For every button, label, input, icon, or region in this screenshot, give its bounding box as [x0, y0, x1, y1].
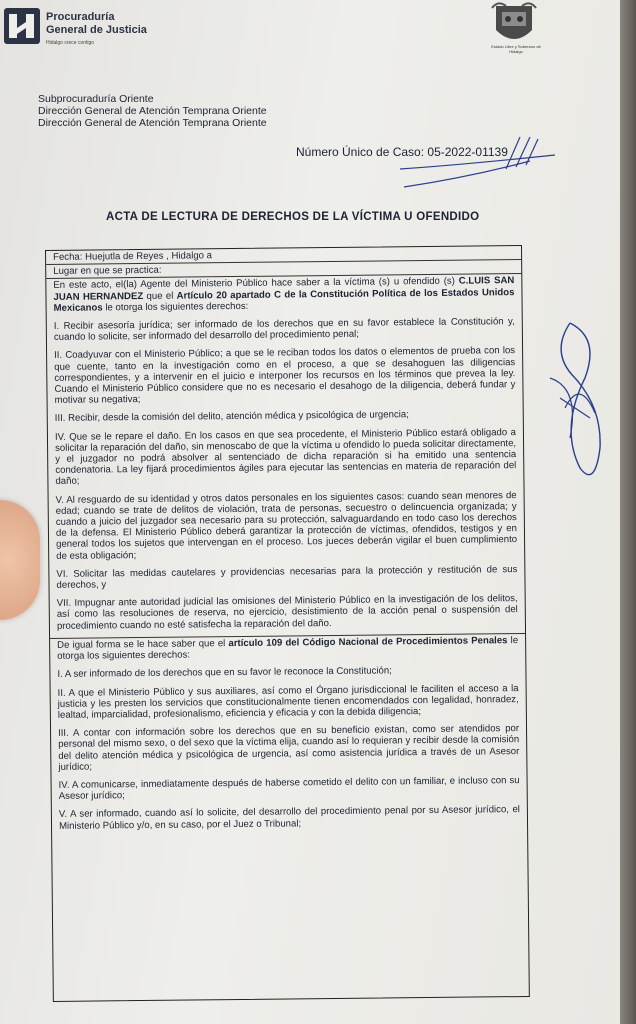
- lugar-label: Lugar en que se practica:: [53, 264, 162, 278]
- pgj-logo-mark: [4, 8, 40, 44]
- org-slogan: Hidalgo crece contigo: [46, 40, 95, 46]
- pgj-logo: [4, 8, 40, 44]
- cnpp-intro: De igual forma se le hace saber que el artículo 109 del Código Nacional de Procedimientos Penales le otorga los siguientes derechos:: [57, 634, 519, 662]
- background-surface: [620, 0, 636, 1024]
- constitution-rights-section: [46, 274, 525, 638]
- address-block: [38, 93, 267, 129]
- cnpp-right-item: III. A contar con información sobre los derechos que en su beneficio existan, como ser atendidos por personal del mismo sexo, o del sexo que la víctima elija, cuando así lo requieran y recibir desde la comisión del delito atención médica y psicológica de urgencia, así como asistencia jurídica a través de un Asesor jurídico;: [58, 723, 520, 773]
- cnpp-rights-section: [50, 634, 527, 840]
- finger-in-photo: [0, 500, 40, 620]
- handwritten-signature: [540, 318, 610, 488]
- cnpp-right-item: IV. A comunicarse, inmediatamente después de haberse cometido el delito con un familiar, e incluso con su Asesor jurídico;: [58, 774, 520, 803]
- address-line-3: Dirección General de Atención Temprana Oriente: [38, 117, 267, 129]
- intro-paragraph: En este acto, el(la) Agente del Ministerio Público hace saber a la víctima (s) u ofendido (s) C.LUIS SAN JUAN HERNANDEZ que el Artículo 20 apartado C de la Constitución Política de los Estados Unidos Mexicanos le otorga los siguientes derechos:: [53, 275, 515, 314]
- handwritten-scribble: [380, 135, 560, 195]
- state-seal-icon: [488, 0, 540, 50]
- right-item: I. Recibir asesoría jurídica; ser informado de los derechos que en su favor establece la Constitución y, cuando lo solicite, ser informado del desarrollo del procedimiento penal;: [53, 316, 515, 344]
- fecha-label: Fecha: Huejutla de Reyes , Hidalgo a: [53, 250, 213, 263]
- seal-caption: Estado Libre y Soberano de Hidalgo: [491, 44, 541, 54]
- constitution-article: Artículo 20 apartado C de la Constitución Política de los Estados Unidos Mexicanos: [53, 286, 515, 314]
- org-line-1: Procuraduría: [46, 11, 115, 23]
- right-item: III. Recibir, desde la comisión del delito, atención médica y psicológica de urgencia;: [54, 409, 409, 425]
- cnpp-article: artículo 109 del Código Nacional de Procedimientos Penales: [228, 635, 508, 649]
- cnpp-right-item: V. A ser informado, cuando así lo solicite, del desarrollo del procedimiento penal por su Asesor jurídico, el Ministerio Público y/o, en su caso, por el Juez o Tribunal;: [58, 804, 520, 832]
- right-item: VI. Solicitar las medidas cautelares y providencias necesarias para la protección y restitución de sus derechos, y: [56, 563, 518, 591]
- address-line-2: Dirección General de Atención Temprana Oriente: [38, 105, 267, 117]
- cnpp-right-item: I. A ser informado de los derechos que en su favor le reconoce la Constitución;: [57, 665, 392, 681]
- victim-name: C.LUIS SAN JUAN HERNANDEZ: [53, 275, 515, 303]
- document-title: ACTA DE LECTURA DE DERECHOS DE LA VÍCTIMA U OFENDIDO: [106, 211, 480, 223]
- right-item: V. Al resguardo de su identidad y otros datos personales en los siguientes casos: cuando sean menores de edad; cuando se trate de delitos de violación, trata de personas, secuestro o delincuencia organizada; y cuando a juicio del juzgador sea necesario para su protección, salvaguardando en todo caso los derechos de la defensa. El Ministerio Público deberá garantizar la protección de víctimas, ofendidos, testigos y en general todos los sujetos que intervengan en el proceso. Los jueces deberán vigilar el buen cumplimiento de esta obligación;: [55, 489, 518, 562]
- case-number: Número Único de Caso: 05-2022-01139: [296, 145, 508, 159]
- cnpp-right-item: II. A que el Ministerio Público y sus auxiliares, así como el Órgano jurisdiccional le faciliten el acceso a la justicia y les presten los servicios que constitucionalmente tienen encomendados con legalidad, honradez, lealtad, imparcialidad, profesionalismo, eficiencia y eficacia y con la debida diligencia;: [57, 682, 519, 721]
- rights-form: [45, 245, 530, 1002]
- org-name: [46, 11, 147, 50]
- org-line-2: General de Justicia: [46, 24, 147, 36]
- right-item: IV. Que se le repare el daño. En los casos en que sea procedente, el Ministerio Público estará obligado a solicitar la reparación del daño, sin menoscabo de que la víctima u ofendido lo pueda solicitar directamente, y el juzgador no podrá absolver al sentenciado de dicha reparación si ha emitido una sentencia condenatoria. La ley fijará procedimientos ágiles para ejecutar las sentencias en materia de reparación del daño;: [54, 426, 517, 488]
- right-item: VII. Impugnar ante autoridad judicial las omisiones del Ministerio Público en la investigación de los delitos, así como las resoluciones de reserva, no ejercicio, desistimiento de la acción penal o suspensión del procedimiento cuando no esté satisfecha la reparación del daño.: [56, 593, 518, 632]
- address-line-1: Subprocuraduría Oriente: [38, 93, 154, 105]
- right-item: II. Coadyuvar con el Ministerio Público; a que se le reciban todos los datos o elementos de prueba con los que cuente, tanto en la investigación como en el proceso, a que se desahoguen las diligencias correspondientes, y a intervenir en el juicio e interponer los recursos en los términos que prevea la ley. Cuando el Ministerio Público considere que no es necesario el desahogo de la diligencia, deberá fundar y motivar su negativa;: [54, 345, 516, 407]
